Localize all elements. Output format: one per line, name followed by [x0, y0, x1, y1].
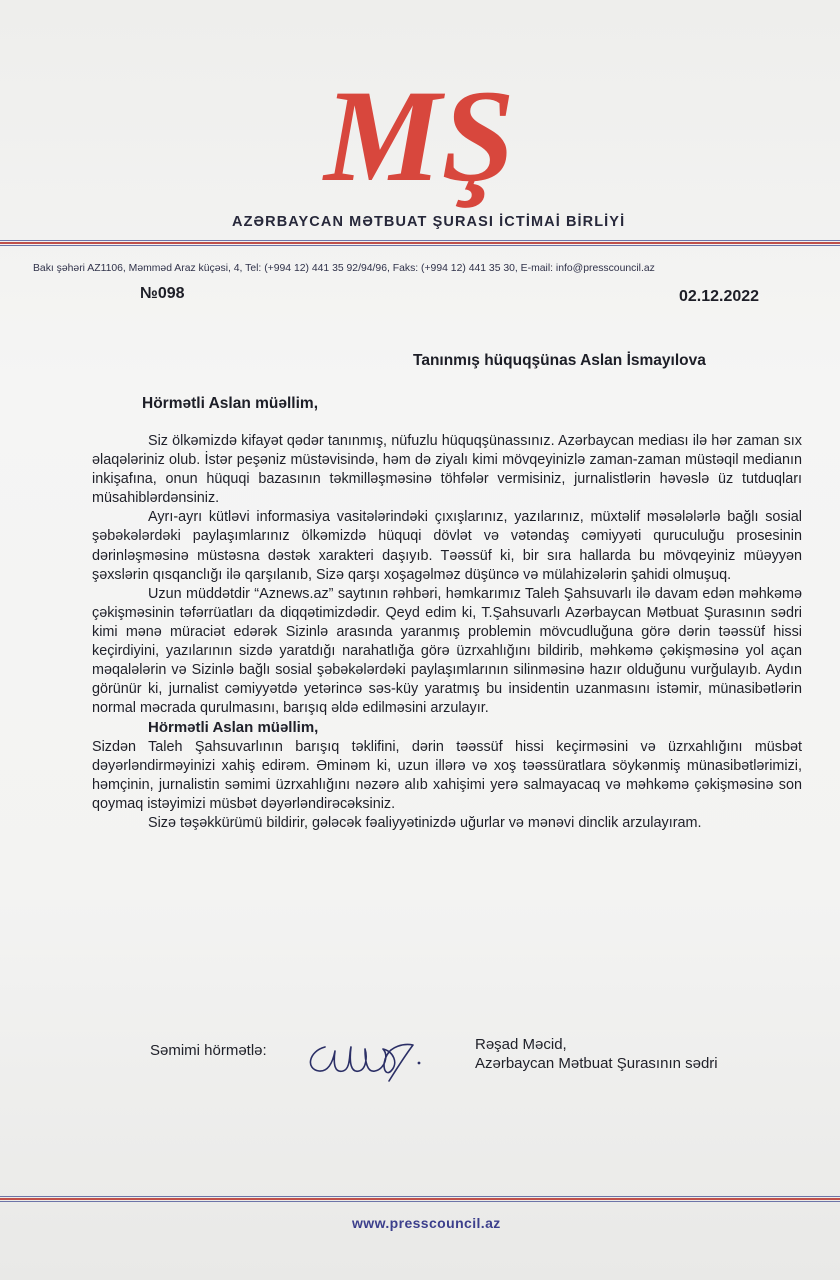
thanks-paragraph: Sizə təşəkkürümü bildirir, gələcək fəaliyyətinizdə uğurlar və mənəvi dinclik arzulayıram. — [148, 814, 702, 831]
press-council-logo — [320, 62, 560, 212]
website-link[interactable]: www.presscouncil.az — [352, 1215, 501, 1231]
letter-body — [92, 432, 802, 833]
sub-salutation: Hörmətli Aslan müəllim, — [148, 719, 319, 737]
salutation: Hörmətli Aslan müəllim, — [142, 395, 318, 412]
body-paragraph: Uzun müddətdir “Aznews.az” saytının rəhbəri, həmkarımız Taleh Şahsuvarlı ilə davam edən məhkəmə çəkişməsinin təfərrüatları da diqqətimizdədir. Qeyd edim ki, T.Şahsuvarlı Azərbaycan Mətbuat Şurasının sədri kimi mənə müraciət edərək Sizinlə arasında yaranmış problemin mövcudluğuna görə dərin təəssüf hissi keçirdiyini, yazılarının sizdə yaratdığı narahatlığa görə üzrxahlığını bildirib, məhkəmə çəkişməsinə yol açan məqalələrin və Sizinlə bağlı sosial şəbəkələrdəki paylaşımlarının silinməsinə hazır olduğunu vurğulayıb. Aydın görünür ki, jurnalist cəmiyyətdə yetərincə səs-küy yaratmış bu insidentin uzanmasını istəmir, münasibətlərin normal məcrada qurulmasını, barışıq əldə edilməsini arzulayır. — [92, 585, 802, 717]
footer-divider — [0, 1196, 840, 1202]
recipient-line: Tanınmış hüquqşünas Aslan İsmayılova — [413, 352, 706, 369]
organization-name: AZƏRBAYCAN MƏTBUAT ŞURASI İCTİMAİ BİRLİYİ — [232, 214, 626, 230]
reference-number: №098 — [140, 285, 185, 302]
request-paragraph: Sizdən Taleh Şahsuvarlının barışıq təklifini, dərin təəssüf hissi keçirməsini və üzrxahlığını müsbət dəyərləndirməyinizi xahiş edirəm. Əminəm ki, uzun illərə və xoş təəssüratlara söykənmiş münasibətlərimizi, həmçinin, jurnalistin səmimi üzrxahlığını nəzərə alıb xahişimi yerə salmayacaq və məhkəmə çəkişməsinə son qoymaq istəyimizi müsbət dəyərləndirəcəksiniz. — [92, 738, 802, 812]
letter-date: 02.12.2022 — [679, 288, 760, 305]
body-paragraph: Ayrı-ayrı kütləvi informasiya vasitələrindəki çıxışlarınız, yazılarınız, müxtəlif məsələlərlə bağlı sosial şəbəkələrdəki paylaşımlarınız ölkəmizdə hüquqi dövlət və vətəndaş cəmiyyəti quruculuğu prosesinin dərinləşməsinə müstəsna dəstək xarakteri daşıyıb. Təəssüf ki, bir sıra hallarda bu mövqeyiniz müəyyən şəxslərin qısqanclığı ilə qarşılanıb, Sizə qarşı xoşagəlməz düşüncə və mülahizələrin şahidi olmuşuq. — [92, 509, 802, 583]
letterhead-divider — [0, 240, 840, 246]
closing-phrase: Səmimi hörmətlə: — [150, 1042, 267, 1059]
signer-title: Azərbaycan Mətbuat Şurasının sədri — [475, 1055, 718, 1072]
body-paragraph: Siz ölkəmizdə kifayət qədər tanınmış, nüfuzlu hüquqşünassınız. Azərbaycan mediası ilə hər zaman sıx əlaqələriniz olub. İstər peşəniz müstəvisində, həm də ziyalı kimi mövqeyinizlə zaman-zaman müstəqil medianın inkişafına, onun hüquqi bazasının təkmilləşməsinə töhfələr vermisiniz, jurnalistlərin həvəslə üz tutduqları müsahiblərdənsiniz. — [92, 433, 802, 507]
contact-address-line: Bakı şəhəri AZ1106, Məmməd Araz küçəsi, 4, Tel: (+994 12) 441 35 92/94/96, Faks: (+994 12) 441 35 30, E-mail: info@presscouncil.az — [33, 263, 655, 274]
signer-name: Rəşad Məcid, — [475, 1036, 567, 1053]
logo-monogram: MŞ — [324, 62, 515, 209]
handwritten-signature — [303, 1025, 433, 1085]
